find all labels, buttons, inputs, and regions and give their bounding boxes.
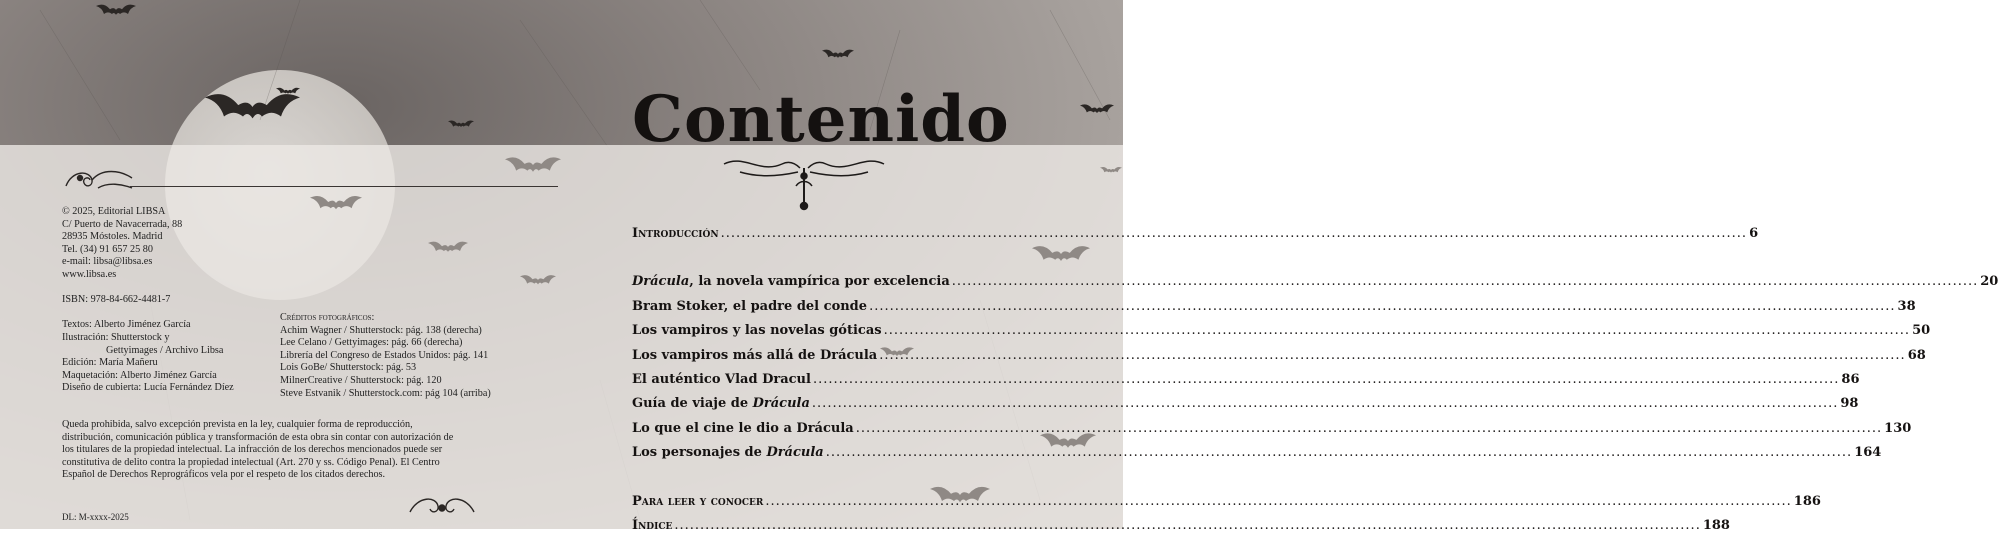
toc-entry[interactable] — [632, 517, 1730, 542]
bat-icon — [1100, 150, 1122, 190]
toc-page-number: 38 — [1897, 298, 1916, 314]
toc-entry[interactable] — [632, 298, 1916, 323]
toc-gap — [632, 470, 1020, 494]
isbn: ISBN: 978-84-662-4481-7 — [62, 294, 171, 306]
table-of-contents — [632, 226, 1998, 542]
toc-entry-title — [632, 348, 877, 363]
toc-entry-title-part: , la novela vampírica por excelencia — [689, 274, 950, 290]
toc-leader-dots: ........................................................................................................................................................................................................ — [812, 371, 1840, 387]
scroll-ornament-icon — [62, 164, 136, 194]
toc-page-number: 50 — [1912, 323, 1931, 339]
toc-entry-title — [632, 274, 950, 289]
toc-entry-title-part: Lo que el cine le dio a Drácula — [632, 420, 854, 436]
toc-entry-title — [632, 494, 763, 509]
credit-line: MilnerCreative / Shutterstock: pág. 120 — [280, 374, 442, 386]
toc-entry-title — [632, 396, 810, 411]
credit-line: Achim Wagner / Shutterstock: pág. 138 (derecha) — [280, 324, 482, 336]
toc-leader-dots: ........................................................................................................................................................................................................ — [951, 274, 1979, 290]
toc-gap — [632, 250, 1020, 274]
staff-texts: Textos: Alberto Jiménez García — [62, 319, 191, 331]
toc-entry-title-part: El auténtico Vlad Dracul — [632, 371, 811, 387]
address-line: C/ Puerto de Navacerrada, 88 — [62, 218, 183, 230]
toc-entry[interactable] — [632, 323, 1931, 347]
bat-icon — [1080, 96, 1114, 122]
toc-entry[interactable] — [632, 347, 1926, 372]
legal-deposit: DL: M-xxxx-2025 — [62, 512, 129, 522]
staff-illustration-2: Gettyimages / Archivo Libsa — [106, 344, 224, 356]
staff-illustration: Ilustración: Shutterstock y — [62, 331, 170, 343]
toc-leader-dots: ........................................................................................................................................................................................................ — [879, 347, 1906, 363]
address-line: www.libsa.es — [62, 268, 117, 280]
bat-icon — [428, 232, 468, 262]
staff-layout: Maquetación: Alberto Jiménez García — [62, 369, 217, 381]
toc-page-number: 188 — [1702, 517, 1730, 533]
toc-entry-title — [632, 421, 854, 436]
toc-page-number: 98 — [1840, 396, 1859, 412]
toc-leader-dots: ........................................................................................................................................................................................................ — [855, 420, 1883, 436]
bat-icon — [505, 150, 561, 180]
toc-leader-dots: ........................................................................................................................................................................................................ — [674, 517, 1701, 533]
toc-entry-title-part: Los vampiros y las novelas góticas — [632, 323, 882, 339]
toc-leader-dots: ........................................................................................................................................................................................................ — [811, 396, 1839, 412]
toc-entry[interactable] — [632, 493, 1821, 518]
address-line: e-mail: libsa@libsa.es — [62, 256, 153, 268]
bat-icon — [822, 40, 854, 68]
credit-line: Steve Estvanik / Shutterstock.com: pág 104 (arriba) — [280, 387, 491, 399]
toc-entry-title-italic: Drácula — [752, 396, 810, 412]
bat-icon — [520, 262, 556, 298]
toc-entry[interactable] — [632, 226, 1759, 250]
page-title: Contenido — [632, 82, 1010, 157]
credit-line: Lee Celano / Gettyimages: pág. 66 (derecha) — [280, 337, 463, 349]
bat-icon — [276, 76, 300, 106]
toc-page-number: 164 — [1854, 445, 1882, 461]
toc-leader-dots: ........................................................................................................................................................................................................ — [869, 298, 1896, 314]
toc-page-number: 186 — [1793, 493, 1821, 509]
credits-heading: Créditos fotográficos: — [280, 312, 375, 323]
toc-leader-dots: ........................................................................................................................................................................................................ — [883, 323, 1911, 339]
bat-icon — [310, 188, 362, 218]
legal-notice: Queda prohibida, salvo excepción prevista en la ley, cualquier forma de reproducción, distribución, comunicación pública y transformación de esta obra sin contar con autorización de los titulares de la propiedad intelectual. La infracción de los derechos mencionados puede ser constitutiva de delito contra la propiedad intelectual (Art. 270 y ss. Código Penal). El Centro Español de Derechos Reprográficos vela por el respeto de los citados derechos. — [62, 419, 454, 481]
toc-entry-title-part: Guía de viaje de — [632, 396, 753, 412]
toc-entry-title — [632, 226, 719, 241]
toc-entry[interactable] — [632, 274, 1998, 298]
colophon — [62, 206, 302, 395]
toc-entry-title — [632, 323, 882, 338]
address-line: Tel. (34) 91 657 25 80 — [62, 243, 153, 255]
credit-line: Lois GoBe/ Shutterstock: pág. 53 — [280, 362, 417, 374]
toc-page-number: 86 — [1841, 371, 1860, 387]
toc-entry-title-part: Para leer y conocer — [632, 493, 764, 509]
toc-leader-dots: ........................................................................................................................................................................................................ — [720, 226, 1748, 241]
address-line: 28935 Móstoles. Madrid — [62, 231, 163, 243]
toc-entry-title — [632, 445, 824, 460]
toc-entry-title — [632, 299, 867, 314]
toc-entry-title-part: Índice — [632, 517, 673, 533]
toc-leader-dots: ........................................................................................................................................................................................................ — [765, 493, 1792, 509]
toc-entry[interactable] — [632, 371, 1860, 396]
toc-page-number: 6 — [1749, 226, 1759, 241]
toc-entry[interactable] — [632, 396, 1859, 420]
toc-entry-title — [632, 518, 672, 533]
toc-entry-title-part: Bram Stoker, el padre del conde — [632, 298, 868, 314]
toc-entry[interactable] — [632, 445, 1882, 469]
credit-line: Librería del Congreso de Estados Unidos: pág. 141 — [280, 349, 489, 361]
toc-entry-title-italic: Drácula — [766, 445, 824, 461]
toc-entry-title-part: Los personajes de — [632, 445, 767, 461]
toc-entry-title-italic: Drácula — [632, 274, 690, 290]
toc-entry-title — [632, 372, 811, 387]
toc-entry-title-part: Los vampiros más allá de Drácula — [632, 347, 878, 363]
toc-leader-dots: ........................................................................................................................................................................................................ — [825, 445, 1853, 461]
scroll-ornament-icon — [408, 492, 476, 522]
toc-entry[interactable] — [632, 420, 1912, 445]
toc-page-number: 130 — [1884, 420, 1912, 436]
flourish-ornament-icon — [720, 150, 888, 212]
toc-entry-title-part: Introducción — [632, 226, 719, 241]
photo-credits — [280, 312, 491, 400]
toc-page-number: 20 — [1980, 274, 1998, 290]
divider-rule — [130, 186, 558, 187]
staff-cover: Diseño de cubierta: Lucía Fernández Díez — [62, 382, 234, 394]
toc-page-number: 68 — [1907, 347, 1926, 363]
bat-icon — [448, 112, 474, 136]
copyright: © 2025, Editorial LIBSA — [62, 206, 166, 217]
bat-icon — [96, 0, 136, 20]
staff-edition: Edición: María Mañeru — [62, 357, 158, 369]
